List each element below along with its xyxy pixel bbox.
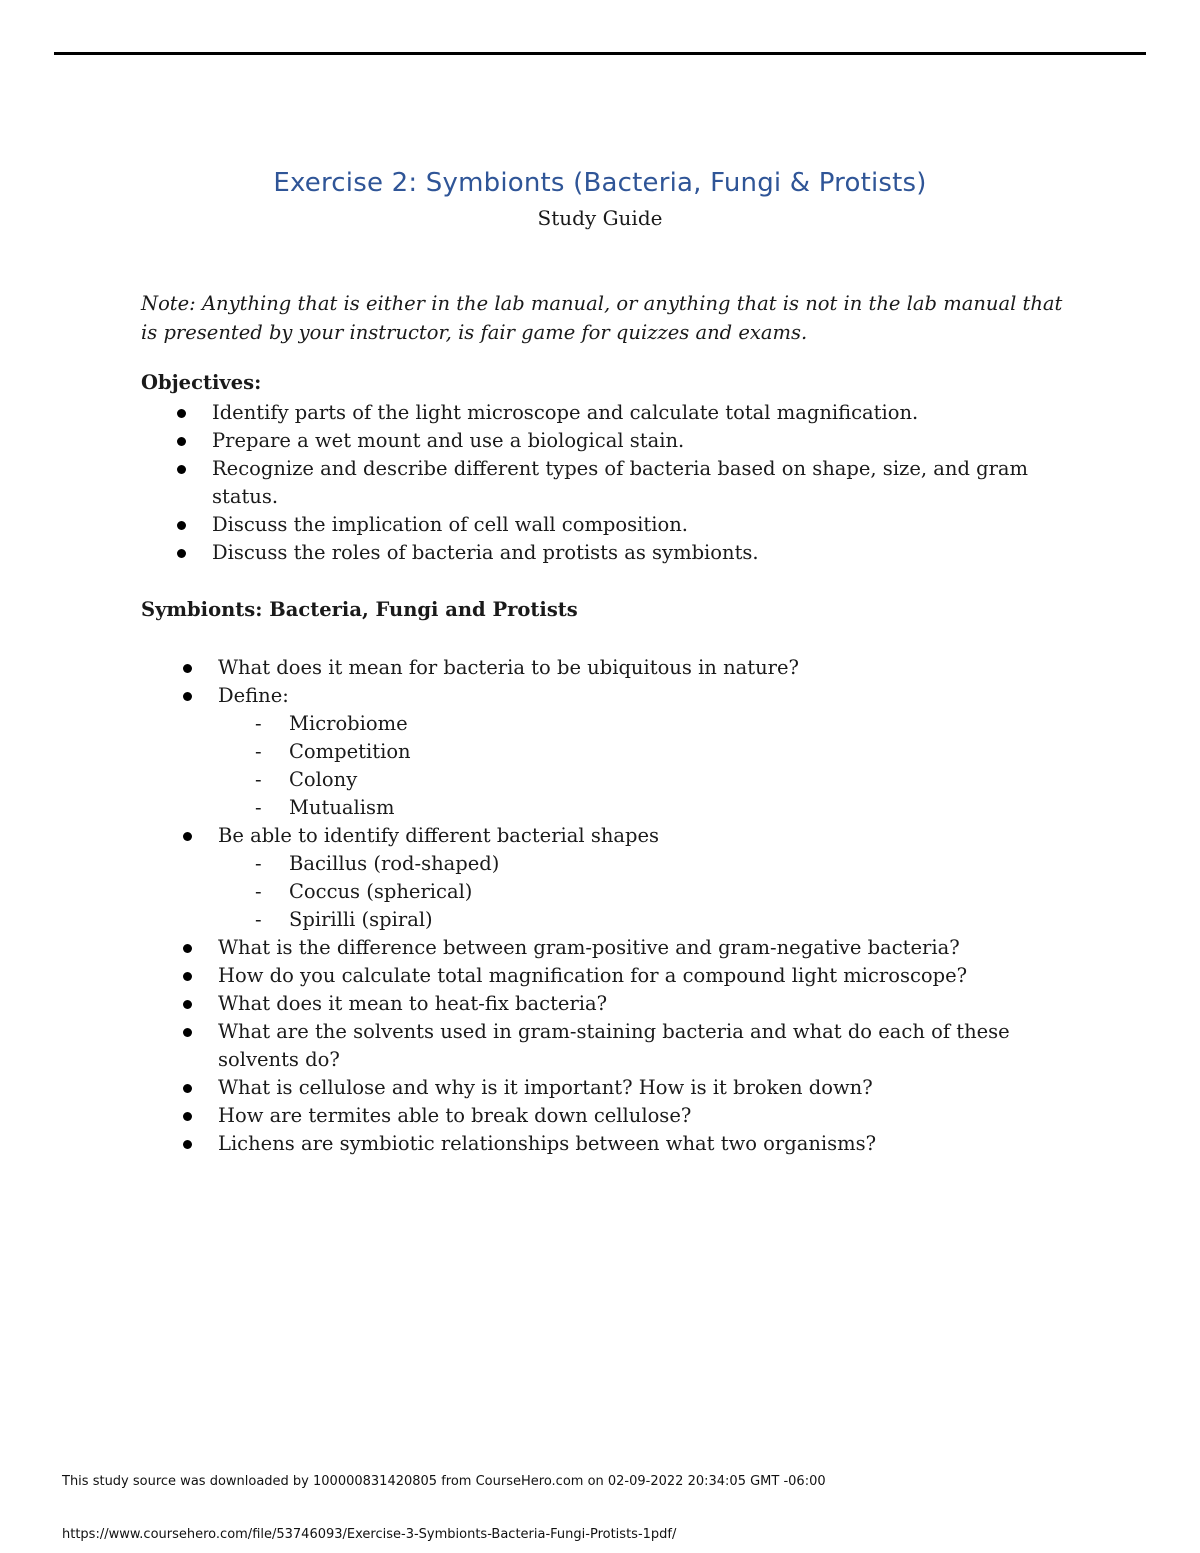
question-text: What are the solvents used in gram-staining bacteria and what do each of these solvents do? <box>218 1020 1010 1071</box>
bullet-icon <box>183 1028 192 1037</box>
question-text: What is the difference between gram-positive and gram-negative bacteria? <box>218 936 960 959</box>
top-rule <box>54 52 1146 55</box>
question-text: How do you calculate total magnification for a compound light microscope? <box>218 964 968 987</box>
source-url-link[interactable]: https://www.coursehero.com/file/53746093/Exercise-3-Symbionts-Bacteria-Fungi-Protists-1pdf/ <box>62 1527 677 1542</box>
symbionts-list <box>218 654 1038 1158</box>
bullet-icon <box>177 521 186 530</box>
question-text: How are termites able to break down cellulose? <box>218 1104 692 1127</box>
question-text: Lichens are symbiotic relationships between what two organisms? <box>218 1132 877 1155</box>
question-item <box>218 990 1038 1018</box>
question-text: What does it mean to heat-fix bacteria? <box>218 992 608 1015</box>
question-text: Define: <box>218 684 289 707</box>
question-item <box>218 1074 1038 1102</box>
sub-item-text: Spirilli (spiral) <box>289 908 433 931</box>
dash-icon: - <box>255 796 262 819</box>
bullet-icon <box>183 1084 192 1093</box>
question-item <box>218 1018 1038 1074</box>
objectives-list <box>212 399 1052 567</box>
question-item <box>218 682 1038 822</box>
sub-item <box>218 906 1038 934</box>
question-item <box>218 962 1038 990</box>
objective-item <box>212 399 1052 427</box>
question-item <box>218 822 1038 934</box>
sub-item <box>218 850 1038 878</box>
objective-item <box>212 511 1052 539</box>
objective-text: Discuss the implication of cell wall composition. <box>212 513 688 536</box>
document-subtitle: Study Guide <box>537 206 663 230</box>
question-item <box>218 1102 1038 1130</box>
bullet-icon <box>183 664 192 673</box>
dash-icon: - <box>255 852 262 875</box>
symbionts-heading: Symbionts: Bacteria, Fungi and Protists <box>141 598 578 621</box>
objectives-heading: Objectives: <box>141 371 262 394</box>
dash-icon: - <box>255 880 262 903</box>
sub-item <box>218 738 1038 766</box>
bullet-icon <box>183 1000 192 1009</box>
dash-icon: - <box>255 768 262 791</box>
sub-item-text: Competition <box>289 740 411 763</box>
sub-item-text: Microbiome <box>289 712 408 735</box>
objective-text: Recognize and describe different types of bacteria based on shape, size, and gram status. <box>212 457 1029 508</box>
question-text: Be able to identify different bacterial shapes <box>218 824 660 847</box>
question-item <box>218 1130 1038 1158</box>
bullet-icon <box>183 1140 192 1149</box>
bullet-icon <box>177 465 186 474</box>
document-title: Exercise 2: Symbionts (Bacteria, Fungi & Protists) <box>273 168 927 198</box>
sub-item-text: Mutualism <box>289 796 395 819</box>
bullet-icon <box>177 549 186 558</box>
question-item <box>218 654 1038 682</box>
define-sublist <box>218 710 1038 822</box>
dash-icon: - <box>255 908 262 931</box>
dash-icon: - <box>255 740 262 763</box>
objective-item <box>212 539 1052 567</box>
objective-text: Prepare a wet mount and use a biological stain. <box>212 429 685 452</box>
question-item <box>218 934 1038 962</box>
bullet-icon <box>183 972 192 981</box>
bullet-icon <box>183 1112 192 1121</box>
bullet-icon <box>183 692 192 701</box>
sub-item <box>218 766 1038 794</box>
objective-text: Identify parts of the light microscope and calculate total magnification. <box>212 401 919 424</box>
sub-item <box>218 710 1038 738</box>
download-source-line: This study source was downloaded by 100000831420805 from CourseHero.com on 02-09-2022 20:34:05 GMT -06:00 <box>62 1474 826 1489</box>
sub-item-text: Colony <box>289 768 358 791</box>
bullet-icon <box>183 944 192 953</box>
shapes-sublist <box>218 850 1038 934</box>
dash-icon: - <box>255 712 262 735</box>
question-text: What does it mean for bacteria to be ubiquitous in nature? <box>218 656 799 679</box>
sub-item-text: Coccus (spherical) <box>289 880 473 903</box>
sub-item-text: Bacillus (rod-shaped) <box>289 852 500 875</box>
note-paragraph: Note: Anything that is either in the lab manual, or anything that is not in the lab manual that is presented by your instructor, is fair game for quizzes and exams. <box>141 292 1063 344</box>
bullet-icon <box>183 832 192 841</box>
objective-item <box>212 427 1052 455</box>
bullet-icon <box>177 437 186 446</box>
question-text: What is cellulose and why is it important? How is it broken down? <box>218 1076 873 1099</box>
objective-text: Discuss the roles of bacteria and protists as symbionts. <box>212 541 759 564</box>
sub-item <box>218 878 1038 906</box>
sub-item <box>218 794 1038 822</box>
bullet-icon <box>177 409 186 418</box>
objective-item <box>212 455 1052 511</box>
